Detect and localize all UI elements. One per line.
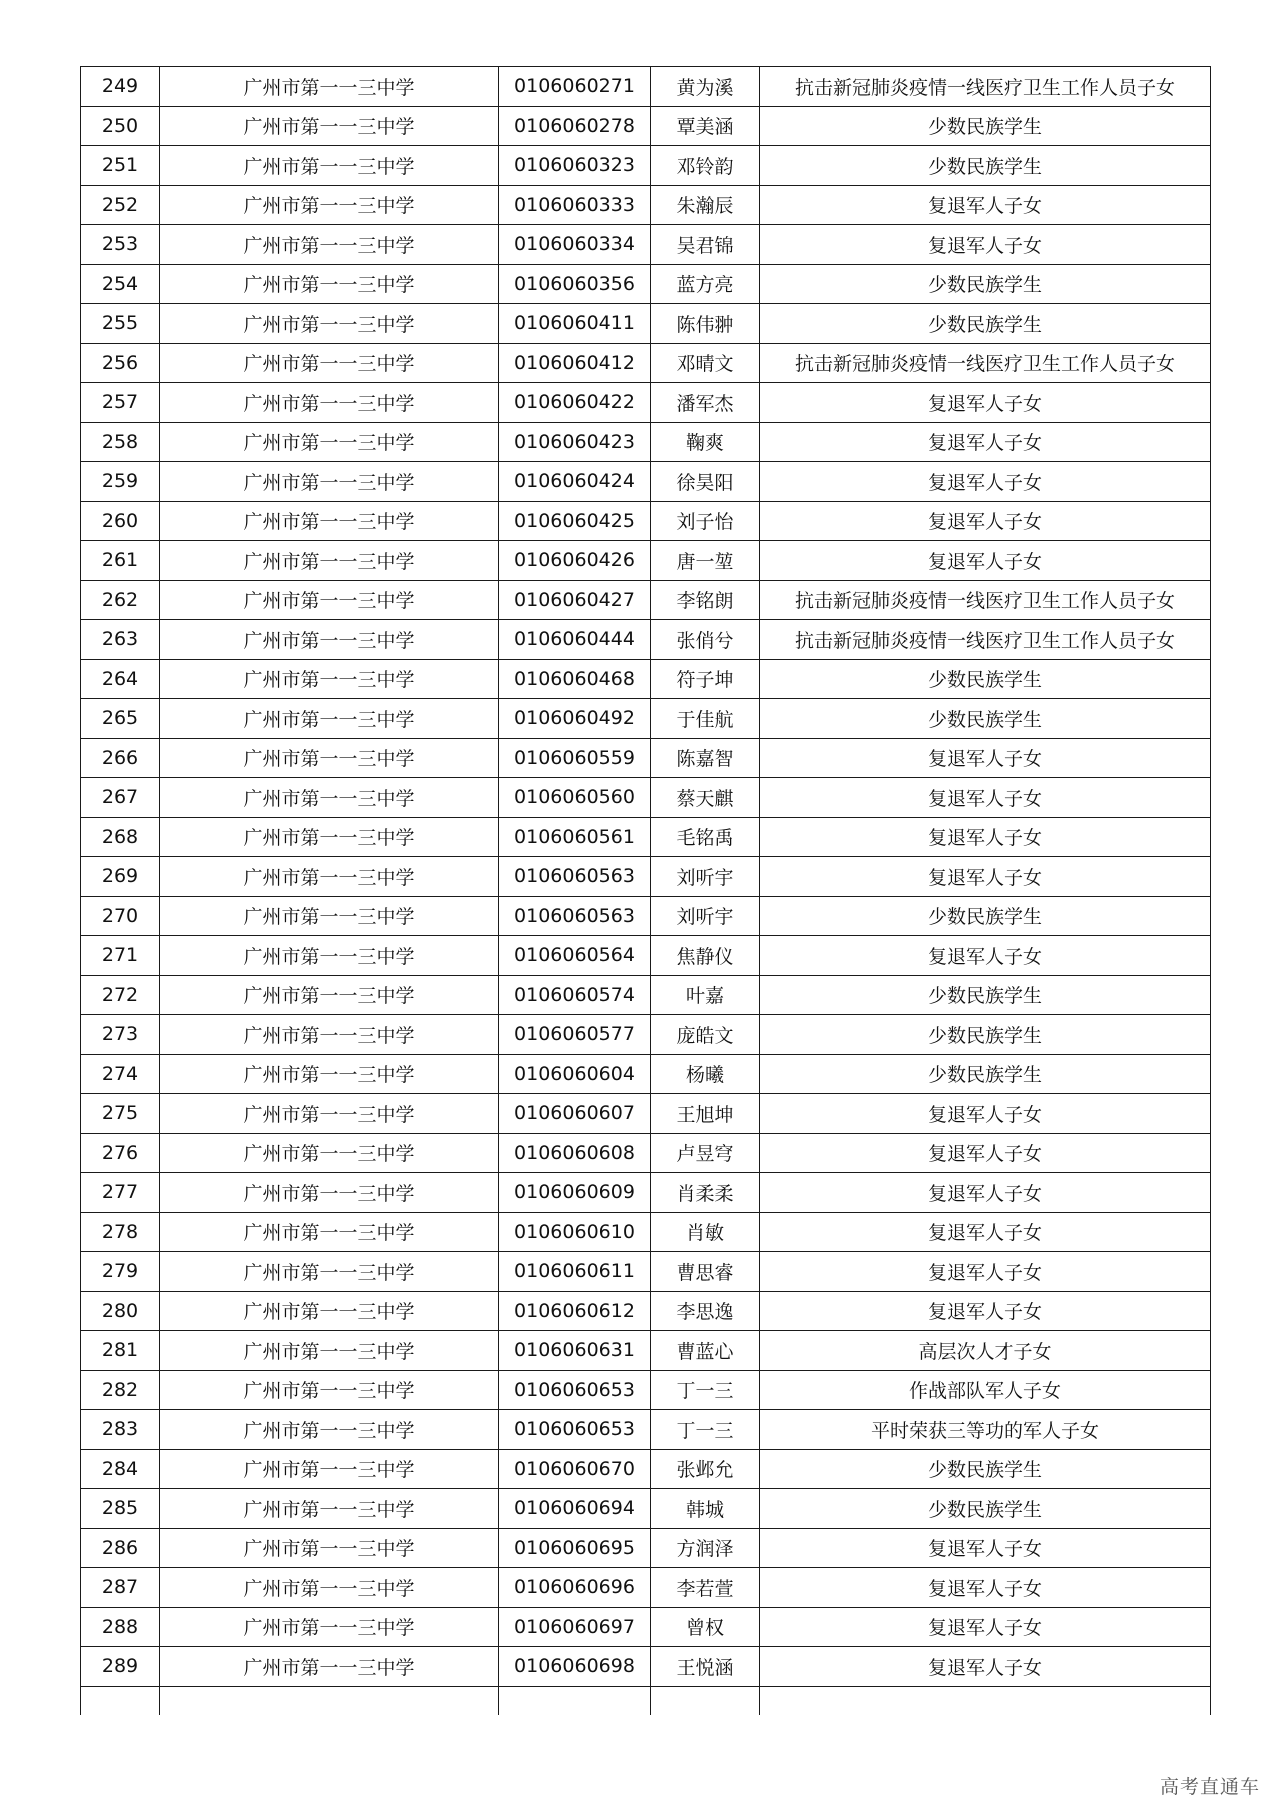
student-id-cell: 0106060653 xyxy=(499,1410,651,1450)
student-name-cell: 曹思睿 xyxy=(651,1252,760,1292)
category-cell: 少数民族学生 xyxy=(760,264,1211,304)
empty-cell xyxy=(160,1686,499,1715)
school-name-cell: 广州市第一一三中学 xyxy=(160,1173,499,1213)
row-number-cell: 285 xyxy=(81,1489,160,1529)
row-number-cell: 254 xyxy=(81,264,160,304)
student-name-cell: 陈嘉智 xyxy=(651,738,760,778)
row-number-cell: 273 xyxy=(81,1015,160,1055)
row-number-cell: 280 xyxy=(81,1291,160,1331)
student-id-cell: 0106060412 xyxy=(499,343,651,383)
student-name-cell: 肖柔柔 xyxy=(651,1173,760,1213)
student-name-cell: 邓晴文 xyxy=(651,343,760,383)
school-name-cell: 广州市第一一三中学 xyxy=(160,1607,499,1647)
school-name-cell: 广州市第一一三中学 xyxy=(160,1449,499,1489)
student-id-cell: 0106060333 xyxy=(499,185,651,225)
student-name-cell: 丁一三 xyxy=(651,1370,760,1410)
category-cell: 少数民族学生 xyxy=(760,659,1211,699)
row-number-cell: 259 xyxy=(81,462,160,502)
school-name-cell: 广州市第一一三中学 xyxy=(160,1054,499,1094)
school-name-cell: 广州市第一一三中学 xyxy=(160,1291,499,1331)
category-cell: 少数民族学生 xyxy=(760,1015,1211,1055)
student-id-cell: 0106060422 xyxy=(499,383,651,423)
table-row xyxy=(81,1568,1211,1608)
student-name-cell: 刘子怡 xyxy=(651,501,760,541)
student-name-cell: 徐昊阳 xyxy=(651,462,760,502)
student-name-cell: 蔡天麒 xyxy=(651,778,760,818)
student-name-cell: 杨曦 xyxy=(651,1054,760,1094)
student-id-cell: 0106060411 xyxy=(499,304,651,344)
student-id-cell: 0106060604 xyxy=(499,1054,651,1094)
category-cell: 复退军人子女 xyxy=(760,462,1211,502)
student-id-cell: 0106060696 xyxy=(499,1568,651,1608)
table-row xyxy=(81,580,1211,620)
student-name-cell: 庞皓文 xyxy=(651,1015,760,1055)
school-name-cell: 广州市第一一三中学 xyxy=(160,1370,499,1410)
school-name-cell: 广州市第一一三中学 xyxy=(160,1015,499,1055)
student-name-cell: 唐一堃 xyxy=(651,541,760,581)
student-name-cell: 张邺允 xyxy=(651,1449,760,1489)
school-name-cell: 广州市第一一三中学 xyxy=(160,1410,499,1450)
school-name-cell: 广州市第一一三中学 xyxy=(160,343,499,383)
row-number-cell: 275 xyxy=(81,1094,160,1134)
row-number-cell: 266 xyxy=(81,738,160,778)
school-name-cell: 广州市第一一三中学 xyxy=(160,1252,499,1292)
school-name-cell: 广州市第一一三中学 xyxy=(160,1647,499,1687)
table-row xyxy=(81,1252,1211,1292)
student-name-cell: 张俏兮 xyxy=(651,620,760,660)
category-cell: 复退军人子女 xyxy=(760,738,1211,778)
table-row xyxy=(81,738,1211,778)
student-name-cell: 方润泽 xyxy=(651,1528,760,1568)
student-id-cell: 0106060426 xyxy=(499,541,651,581)
category-cell: 复退军人子女 xyxy=(760,857,1211,897)
student-id-cell: 0106060670 xyxy=(499,1449,651,1489)
category-cell: 少数民族学生 xyxy=(760,1449,1211,1489)
row-number-cell: 258 xyxy=(81,422,160,462)
row-number-cell: 289 xyxy=(81,1647,160,1687)
school-name-cell: 广州市第一一三中学 xyxy=(160,778,499,818)
student-id-cell: 0106060356 xyxy=(499,264,651,304)
empty-cell xyxy=(760,1686,1211,1715)
row-number-cell: 270 xyxy=(81,896,160,936)
row-number-cell: 251 xyxy=(81,146,160,186)
student-name-cell: 曹蓝心 xyxy=(651,1331,760,1371)
category-cell: 抗击新冠肺炎疫情一线医疗卫生工作人员子女 xyxy=(760,67,1211,107)
row-number-cell: 284 xyxy=(81,1449,160,1489)
school-name-cell: 广州市第一一三中学 xyxy=(160,896,499,936)
student-name-cell: 叶嘉 xyxy=(651,975,760,1015)
table-row xyxy=(81,1331,1211,1371)
roster-table-body xyxy=(81,67,1211,1715)
student-name-cell: 肖敏 xyxy=(651,1212,760,1252)
student-name-cell: 刘听宇 xyxy=(651,896,760,936)
school-name-cell: 广州市第一一三中学 xyxy=(160,146,499,186)
row-number-cell: 283 xyxy=(81,1410,160,1450)
category-cell: 少数民族学生 xyxy=(760,146,1211,186)
table-row xyxy=(81,1528,1211,1568)
row-number-cell: 257 xyxy=(81,383,160,423)
category-cell: 复退军人子女 xyxy=(760,936,1211,976)
category-cell: 平时荣获三等功的军人子女 xyxy=(760,1410,1211,1450)
table-row xyxy=(81,1173,1211,1213)
student-name-cell: 于佳航 xyxy=(651,699,760,739)
category-cell: 复退军人子女 xyxy=(760,1094,1211,1134)
table-row xyxy=(81,1489,1211,1529)
table-row xyxy=(81,67,1211,107)
row-number-cell: 267 xyxy=(81,778,160,818)
student-name-cell: 毛铭禹 xyxy=(651,817,760,857)
school-name-cell: 广州市第一一三中学 xyxy=(160,1212,499,1252)
table-row xyxy=(81,1410,1211,1450)
row-number-cell: 263 xyxy=(81,620,160,660)
table-row xyxy=(81,1291,1211,1331)
row-number-cell: 277 xyxy=(81,1173,160,1213)
category-cell: 复退军人子女 xyxy=(760,1173,1211,1213)
row-number-cell: 255 xyxy=(81,304,160,344)
row-number-cell: 274 xyxy=(81,1054,160,1094)
table-row xyxy=(81,264,1211,304)
category-cell: 少数民族学生 xyxy=(760,975,1211,1015)
row-number-cell: 278 xyxy=(81,1212,160,1252)
row-number-cell: 261 xyxy=(81,541,160,581)
category-cell: 复退军人子女 xyxy=(760,817,1211,857)
student-name-cell: 朱瀚辰 xyxy=(651,185,760,225)
student-id-cell: 0106060609 xyxy=(499,1173,651,1213)
row-number-cell: 288 xyxy=(81,1607,160,1647)
student-name-cell: 蓝方亮 xyxy=(651,264,760,304)
school-name-cell: 广州市第一一三中学 xyxy=(160,1094,499,1134)
row-number-cell: 253 xyxy=(81,225,160,265)
table-row xyxy=(81,936,1211,976)
table-row xyxy=(81,106,1211,146)
row-number-cell: 256 xyxy=(81,343,160,383)
category-cell: 抗击新冠肺炎疫情一线医疗卫生工作人员子女 xyxy=(760,343,1211,383)
row-number-cell: 260 xyxy=(81,501,160,541)
roster-table xyxy=(80,66,1211,1715)
table-row xyxy=(81,1094,1211,1134)
row-number-cell: 276 xyxy=(81,1133,160,1173)
school-name-cell: 广州市第一一三中学 xyxy=(160,264,499,304)
school-name-cell: 广州市第一一三中学 xyxy=(160,1331,499,1371)
school-name-cell: 广州市第一一三中学 xyxy=(160,1489,499,1529)
table-row xyxy=(81,857,1211,897)
table-row xyxy=(81,1647,1211,1687)
row-number-cell: 262 xyxy=(81,580,160,620)
student-id-cell: 0106060563 xyxy=(499,857,651,897)
school-name-cell: 广州市第一一三中学 xyxy=(160,817,499,857)
table-row xyxy=(81,975,1211,1015)
table-row xyxy=(81,225,1211,265)
table-row xyxy=(81,304,1211,344)
table-row xyxy=(81,1607,1211,1647)
row-number-cell: 279 xyxy=(81,1252,160,1292)
student-name-cell: 王悦涵 xyxy=(651,1647,760,1687)
student-id-cell: 0106060468 xyxy=(499,659,651,699)
empty-cell xyxy=(499,1686,651,1715)
empty-cell xyxy=(651,1686,760,1715)
table-row xyxy=(81,620,1211,660)
student-id-cell: 0106060698 xyxy=(499,1647,651,1687)
row-number-cell: 281 xyxy=(81,1331,160,1371)
student-name-cell: 邓铃韵 xyxy=(651,146,760,186)
category-cell: 复退军人子女 xyxy=(760,1607,1211,1647)
table-row xyxy=(81,1212,1211,1252)
row-number-cell: 268 xyxy=(81,817,160,857)
table-row xyxy=(81,343,1211,383)
category-cell: 复退军人子女 xyxy=(760,1528,1211,1568)
school-name-cell: 广州市第一一三中学 xyxy=(160,541,499,581)
student-name-cell: 王旭坤 xyxy=(651,1094,760,1134)
school-name-cell: 广州市第一一三中学 xyxy=(160,975,499,1015)
student-name-cell: 符子坤 xyxy=(651,659,760,699)
row-number-cell: 287 xyxy=(81,1568,160,1608)
table-row xyxy=(81,1449,1211,1489)
row-number-cell: 252 xyxy=(81,185,160,225)
table-row xyxy=(81,501,1211,541)
category-cell: 复退军人子女 xyxy=(760,541,1211,581)
category-cell: 复退军人子女 xyxy=(760,1252,1211,1292)
school-name-cell: 广州市第一一三中学 xyxy=(160,185,499,225)
student-id-cell: 0106060425 xyxy=(499,501,651,541)
table-row xyxy=(81,1133,1211,1173)
table-row xyxy=(81,1015,1211,1055)
category-cell: 复退军人子女 xyxy=(760,185,1211,225)
student-name-cell: 黄为溪 xyxy=(651,67,760,107)
school-name-cell: 广州市第一一三中学 xyxy=(160,738,499,778)
category-cell: 复退军人子女 xyxy=(760,778,1211,818)
category-cell: 复退军人子女 xyxy=(760,422,1211,462)
student-name-cell: 韩城 xyxy=(651,1489,760,1529)
table-row xyxy=(81,659,1211,699)
category-cell: 复退军人子女 xyxy=(760,501,1211,541)
table-row xyxy=(81,699,1211,739)
student-name-cell: 潘军杰 xyxy=(651,383,760,423)
student-id-cell: 0106060563 xyxy=(499,896,651,936)
school-name-cell: 广州市第一一三中学 xyxy=(160,1528,499,1568)
category-cell: 复退军人子女 xyxy=(760,1647,1211,1687)
category-cell: 抗击新冠肺炎疫情一线医疗卫生工作人员子女 xyxy=(760,620,1211,660)
student-name-cell: 鞠爽 xyxy=(651,422,760,462)
school-name-cell: 广州市第一一三中学 xyxy=(160,462,499,502)
student-name-cell: 焦静仪 xyxy=(651,936,760,976)
student-name-cell: 刘听宇 xyxy=(651,857,760,897)
student-id-cell: 0106060278 xyxy=(499,106,651,146)
category-cell: 复退军人子女 xyxy=(760,1291,1211,1331)
student-id-cell: 0106060697 xyxy=(499,1607,651,1647)
student-id-cell: 0106060323 xyxy=(499,146,651,186)
student-id-cell: 0106060694 xyxy=(499,1489,651,1529)
student-id-cell: 0106060424 xyxy=(499,462,651,502)
student-name-cell: 曾权 xyxy=(651,1607,760,1647)
school-name-cell: 广州市第一一三中学 xyxy=(160,857,499,897)
school-name-cell: 广州市第一一三中学 xyxy=(160,699,499,739)
category-cell: 抗击新冠肺炎疫情一线医疗卫生工作人员子女 xyxy=(760,580,1211,620)
student-id-cell: 0106060334 xyxy=(499,225,651,265)
school-name-cell: 广州市第一一三中学 xyxy=(160,620,499,660)
student-id-cell: 0106060559 xyxy=(499,738,651,778)
category-cell: 少数民族学生 xyxy=(760,896,1211,936)
student-name-cell: 李铭朗 xyxy=(651,580,760,620)
student-id-cell: 0106060577 xyxy=(499,1015,651,1055)
student-id-cell: 0106060423 xyxy=(499,422,651,462)
school-name-cell: 广州市第一一三中学 xyxy=(160,1568,499,1608)
table-row xyxy=(81,462,1211,502)
category-cell: 高层次人才子女 xyxy=(760,1331,1211,1371)
row-number-cell: 271 xyxy=(81,936,160,976)
student-id-cell: 0106060610 xyxy=(499,1212,651,1252)
category-cell: 作战部队军人子女 xyxy=(760,1370,1211,1410)
student-name-cell: 丁一三 xyxy=(651,1410,760,1450)
table-row xyxy=(81,383,1211,423)
table-row xyxy=(81,817,1211,857)
student-id-cell: 0106060560 xyxy=(499,778,651,818)
table-row xyxy=(81,1054,1211,1094)
school-name-cell: 广州市第一一三中学 xyxy=(160,106,499,146)
school-name-cell: 广州市第一一三中学 xyxy=(160,936,499,976)
student-id-cell: 0106060492 xyxy=(499,699,651,739)
category-cell: 复退军人子女 xyxy=(760,1133,1211,1173)
school-name-cell: 广州市第一一三中学 xyxy=(160,580,499,620)
student-id-cell: 0106060695 xyxy=(499,1528,651,1568)
student-id-cell: 0106060608 xyxy=(499,1133,651,1173)
category-cell: 复退军人子女 xyxy=(760,1212,1211,1252)
category-cell: 复退军人子女 xyxy=(760,225,1211,265)
row-number-cell: 282 xyxy=(81,1370,160,1410)
student-name-cell: 吴君锦 xyxy=(651,225,760,265)
student-id-cell: 0106060611 xyxy=(499,1252,651,1292)
row-number-cell: 272 xyxy=(81,975,160,1015)
table-row xyxy=(81,146,1211,186)
category-cell: 少数民族学生 xyxy=(760,1489,1211,1529)
school-name-cell: 广州市第一一三中学 xyxy=(160,501,499,541)
table-row-empty xyxy=(81,1686,1211,1715)
student-name-cell: 李若萱 xyxy=(651,1568,760,1608)
empty-cell xyxy=(81,1686,160,1715)
row-number-cell: 249 xyxy=(81,67,160,107)
table-row xyxy=(81,541,1211,581)
category-cell: 复退军人子女 xyxy=(760,383,1211,423)
student-name-cell: 覃美涵 xyxy=(651,106,760,146)
row-number-cell: 286 xyxy=(81,1528,160,1568)
watermark-text: 高考直通车 xyxy=(1159,1776,1260,1798)
table-row xyxy=(81,778,1211,818)
student-id-cell: 0106060653 xyxy=(499,1370,651,1410)
student-name-cell: 李思逸 xyxy=(651,1291,760,1331)
row-number-cell: 269 xyxy=(81,857,160,897)
school-name-cell: 广州市第一一三中学 xyxy=(160,67,499,107)
row-number-cell: 250 xyxy=(81,106,160,146)
student-id-cell: 0106060271 xyxy=(499,67,651,107)
student-name-cell: 陈伟翀 xyxy=(651,304,760,344)
school-name-cell: 广州市第一一三中学 xyxy=(160,383,499,423)
category-cell: 少数民族学生 xyxy=(760,106,1211,146)
student-id-cell: 0106060607 xyxy=(499,1094,651,1134)
school-name-cell: 广州市第一一三中学 xyxy=(160,225,499,265)
table-row xyxy=(81,185,1211,225)
student-id-cell: 0106060427 xyxy=(499,580,651,620)
student-id-cell: 0106060444 xyxy=(499,620,651,660)
school-name-cell: 广州市第一一三中学 xyxy=(160,422,499,462)
student-id-cell: 0106060564 xyxy=(499,936,651,976)
student-id-cell: 0106060574 xyxy=(499,975,651,1015)
category-cell: 复退军人子女 xyxy=(760,1568,1211,1608)
category-cell: 少数民族学生 xyxy=(760,304,1211,344)
table-row xyxy=(81,896,1211,936)
table-row xyxy=(81,1370,1211,1410)
category-cell: 少数民族学生 xyxy=(760,699,1211,739)
row-number-cell: 265 xyxy=(81,699,160,739)
table-row xyxy=(81,422,1211,462)
student-id-cell: 0106060612 xyxy=(499,1291,651,1331)
student-id-cell: 0106060631 xyxy=(499,1331,651,1371)
school-name-cell: 广州市第一一三中学 xyxy=(160,659,499,699)
school-name-cell: 广州市第一一三中学 xyxy=(160,1133,499,1173)
school-name-cell: 广州市第一一三中学 xyxy=(160,304,499,344)
student-name-cell: 卢昱穹 xyxy=(651,1133,760,1173)
row-number-cell: 264 xyxy=(81,659,160,699)
student-id-cell: 0106060561 xyxy=(499,817,651,857)
category-cell: 少数民族学生 xyxy=(760,1054,1211,1094)
